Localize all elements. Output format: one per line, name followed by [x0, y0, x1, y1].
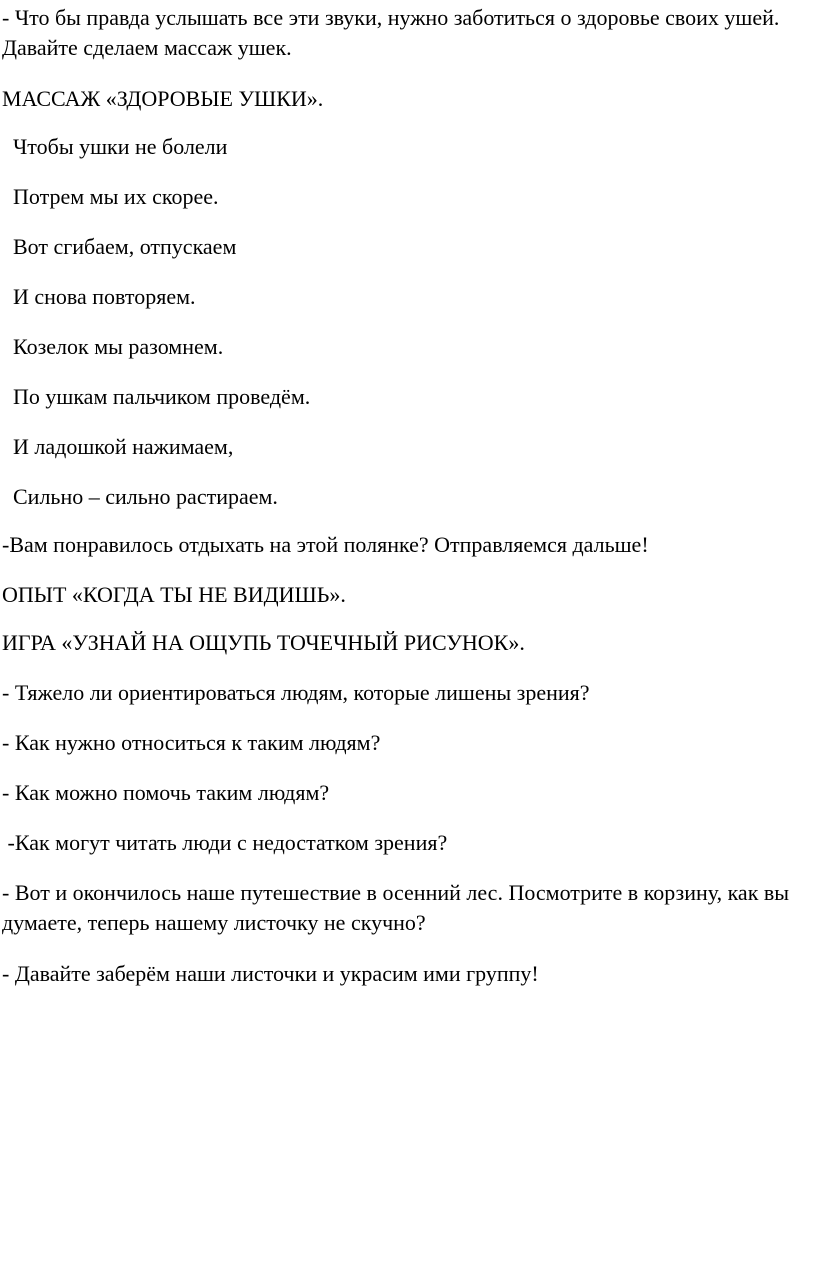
massage-title: МАССАЖ «ЗДОРОВЫЕ УШКИ». — [2, 86, 324, 111]
enjoyed-paragraph: -Вам понравилось отдыхать на этой полянке? Отправляемся дальше! — [2, 532, 649, 557]
poem-line: По ушкам пальчиком проведём. — [2, 384, 311, 409]
poem-line: Чтобы ушки не болели — [2, 134, 228, 159]
game-title: ИГРА «УЗНАЙ НА ОЩУПЬ ТОЧЕЧНЫЙ РИСУНОК». — [2, 630, 525, 655]
question-2: - Как нужно относиться к таким людям? — [2, 730, 381, 755]
question-4: -Как могут читать люди с недостатком зрения? — [2, 830, 448, 855]
poem-line: Потрем мы их скорее. — [2, 184, 219, 209]
poem-line: Козелок мы разомнем. — [2, 334, 224, 359]
poem-line: Вот сгибаем, отпускаем — [2, 234, 237, 259]
poem-line: И снова повторяем. — [2, 284, 196, 309]
question-1: - Тяжело ли ориентироваться людям, которые лишены зрения? — [2, 680, 590, 705]
intro-paragraph: - Что бы правда услышать все эти звуки, нужно заботиться о здоровье своих ушей. Давайте сделаем массаж ушек. — [2, 5, 785, 60]
question-3: - Как можно помочь таким людям? — [2, 780, 330, 805]
final-paragraph: - Давайте заберём наши листочки и украсим ими группу! — [2, 961, 539, 986]
poem-line: Сильно – сильно растираем. — [2, 484, 278, 509]
poem-line: И ладошкой нажимаем, — [2, 434, 234, 459]
closing-paragraph: - Вот и окончилось наше путешествие в осенний лес. Посмотрите в корзину, как вы думаете, теперь нашему листочку не скучно? — [2, 880, 795, 935]
experiment-title: ОПЫТ «КОГДА ТЫ НЕ ВИДИШЬ». — [2, 582, 346, 607]
